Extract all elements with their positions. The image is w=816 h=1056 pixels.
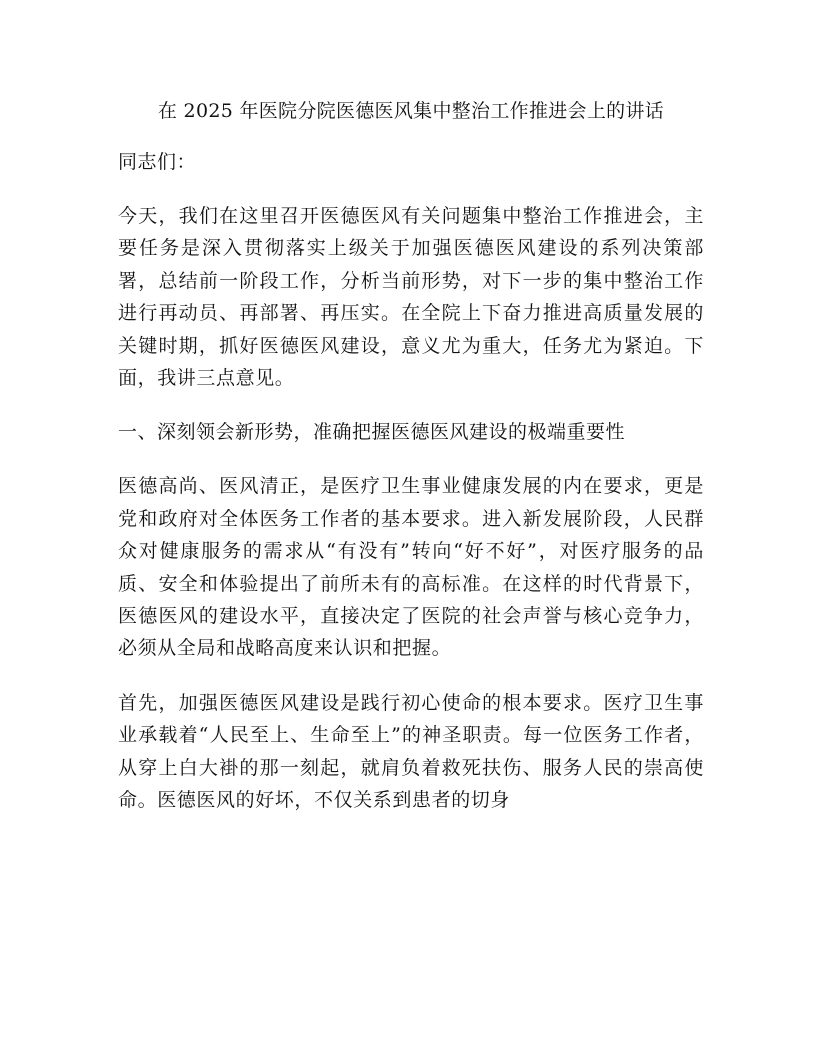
greeting: 同志们：: [118, 151, 197, 173]
document-title: 在 2025 年医院分院医德医风集中整治工作推进会上的讲话: [157, 100, 665, 122]
section-heading-1: 一、深刻领会新形势，准确把握医德医风建设的极端重要性: [118, 421, 626, 444]
paragraph-intro: 今天，我们在这里召开医德医风有关问题集中整治工作推进会，主要任务是深入贯彻落实上级关于加强医德医风建设的系列决策部署，总结前一阶段工作，分析当前形势，对下一步的集中整治工作进行再动员、再部署、再压实。在全院上下奋力推进高质量发展的关键时期，抓好医德医风建设，意义尤为重大，任务尤为紧迫。下面，我讲三点意见。: [118, 205, 704, 390]
paragraph-first-point: 首先，加强医德医风建设是践行初心使命的根本要求。医疗卫生事业承载着“人民至上、生命至上”的神圣职责。每一位医务工作者，从穿上白大褂的那一刻起，就肩负着救死扶伤、服务人民的崇高使命。医德医风的好坏，不仅关系到患者的切身: [118, 691, 704, 812]
paragraph-section-1: 医德高尚、医风清正，是医疗卫生事业健康发展的内在要求，更是党和政府对全体医务工作者的基本要求。进入新发展阶段，人民群众对健康服务的需求从“有没有”转向“好不好”，对医疗服务的品质、安全和体验提出了前所未有的高标准。在这样的时代背景下，医德医风的建设水平，直接决定了医院的社会声誉与核心竞争力，必须从全局和战略高度来认识和把握。: [118, 475, 704, 660]
